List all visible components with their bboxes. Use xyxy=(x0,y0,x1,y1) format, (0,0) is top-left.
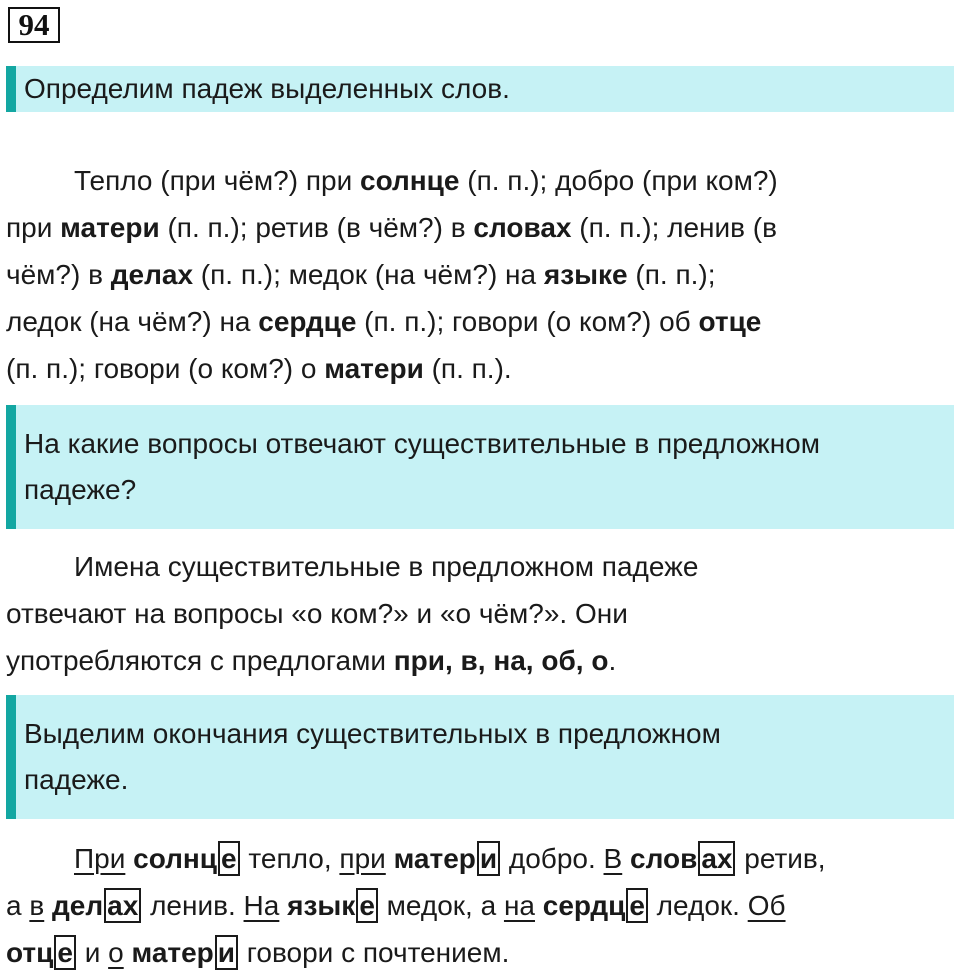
preposition-underlined: на xyxy=(503,890,535,921)
bold-word: солнце xyxy=(360,165,460,196)
preposition-underlined: Об xyxy=(747,890,786,921)
text-line xyxy=(6,251,906,298)
ending-box: е xyxy=(54,935,76,970)
bold-word: сердце xyxy=(258,306,357,337)
bold-word: при, в, на, об, о xyxy=(393,645,609,676)
ending-box: е xyxy=(356,888,378,923)
banner-determine-case xyxy=(6,66,954,112)
ending-box: и xyxy=(477,841,500,876)
text-line xyxy=(6,882,906,929)
text-segment: употребляются с предлогами xyxy=(6,645,394,676)
preposition-underlined: в xyxy=(29,890,45,921)
text-segment: добро. xyxy=(501,843,604,874)
ending-box: е xyxy=(218,841,240,876)
preposition-underlined: В xyxy=(603,843,623,874)
text-segment xyxy=(535,890,543,921)
banner-line: падеже? xyxy=(24,474,137,505)
text-line xyxy=(6,157,906,204)
text-segment: чём?) в xyxy=(6,259,111,290)
text-segment xyxy=(279,890,287,921)
bold-word: солнц xyxy=(133,843,218,874)
text-segment: ленив. xyxy=(142,890,244,921)
bold-word: словах xyxy=(473,212,572,243)
ending-box: ах xyxy=(104,888,141,923)
text-segment: ледок (на чём?) на xyxy=(6,306,259,337)
text-line xyxy=(6,204,906,251)
banner-question xyxy=(6,405,954,529)
bold-word: языке xyxy=(543,259,628,290)
banner-line: На какие вопросы отвечают существительные в предложном xyxy=(24,428,820,459)
text-segment: а xyxy=(6,890,30,921)
ending-box: ах xyxy=(698,841,735,876)
bold-word: матери xyxy=(60,212,160,243)
text-segment: (п. п.); добро (при ком?) xyxy=(459,165,778,196)
text-segment xyxy=(386,843,394,874)
text-segment: (п. п.); говори (о ком?) о xyxy=(6,353,325,384)
ending-box: е xyxy=(626,888,648,923)
preposition-underlined: о xyxy=(108,937,124,968)
paragraph-case-analysis xyxy=(6,157,906,392)
text-segment: Имена существительные в предложном падеже xyxy=(74,551,699,582)
text-segment: при xyxy=(6,212,61,243)
text-segment: (п. п.); говори (о ком?) об xyxy=(356,306,699,337)
bold-word: дел xyxy=(52,890,104,921)
text-segment: отвечают на вопросы «о ком?» и «о чём?». Они xyxy=(6,598,628,629)
text-line xyxy=(6,929,906,976)
text-segment: ледок. xyxy=(648,890,748,921)
paragraph-endings xyxy=(6,835,906,976)
text-segment xyxy=(44,890,52,921)
bold-word: отце xyxy=(698,306,762,337)
task-number: 94 xyxy=(8,7,60,43)
banner-line: падеже. xyxy=(24,764,129,795)
text-segment: Тепло (при чём?) при xyxy=(74,165,360,196)
text-segment xyxy=(125,843,133,874)
preposition-underlined: При xyxy=(74,843,126,874)
bold-word: язык xyxy=(287,890,356,921)
text-segment: (п. п.); xyxy=(627,259,716,290)
text-segment: (п. п.); медок (на чём?) на xyxy=(193,259,544,290)
text-segment: (п. п.). xyxy=(423,353,512,384)
bold-word: отц xyxy=(6,937,54,968)
bold-word: сердц xyxy=(542,890,626,921)
bold-word: делах xyxy=(110,259,194,290)
text-segment: и xyxy=(76,937,109,968)
bold-word: слов xyxy=(630,843,698,874)
banner-line: Выделим окончания существительных в предложном xyxy=(24,718,721,749)
text-segment: медок, а xyxy=(378,890,504,921)
preposition-underlined: На xyxy=(243,890,280,921)
text-segment: . xyxy=(608,645,617,676)
bold-word: матер xyxy=(393,843,476,874)
text-segment: (п. п.); ретив (в чём?) в xyxy=(159,212,474,243)
bold-word: матер xyxy=(131,937,214,968)
ending-box: и xyxy=(215,935,238,970)
preposition-underlined: при xyxy=(339,843,386,874)
banner-endings xyxy=(6,695,954,819)
text-segment: говори с почтением. xyxy=(239,937,510,968)
text-segment xyxy=(622,843,630,874)
text-segment: тепло, xyxy=(240,843,340,874)
text-line xyxy=(6,835,906,882)
text-segment: (п. п.); ленив (в xyxy=(571,212,777,243)
text-line xyxy=(6,298,906,345)
banner-text: Определим падеж выделенных слов. xyxy=(24,73,510,104)
text-segment: ретив, xyxy=(736,843,826,874)
text-line xyxy=(6,543,906,590)
text-line xyxy=(6,345,906,392)
text-line xyxy=(6,637,906,684)
text-line xyxy=(6,590,906,637)
bold-word: матери xyxy=(324,353,424,384)
paragraph-answer xyxy=(6,543,906,684)
